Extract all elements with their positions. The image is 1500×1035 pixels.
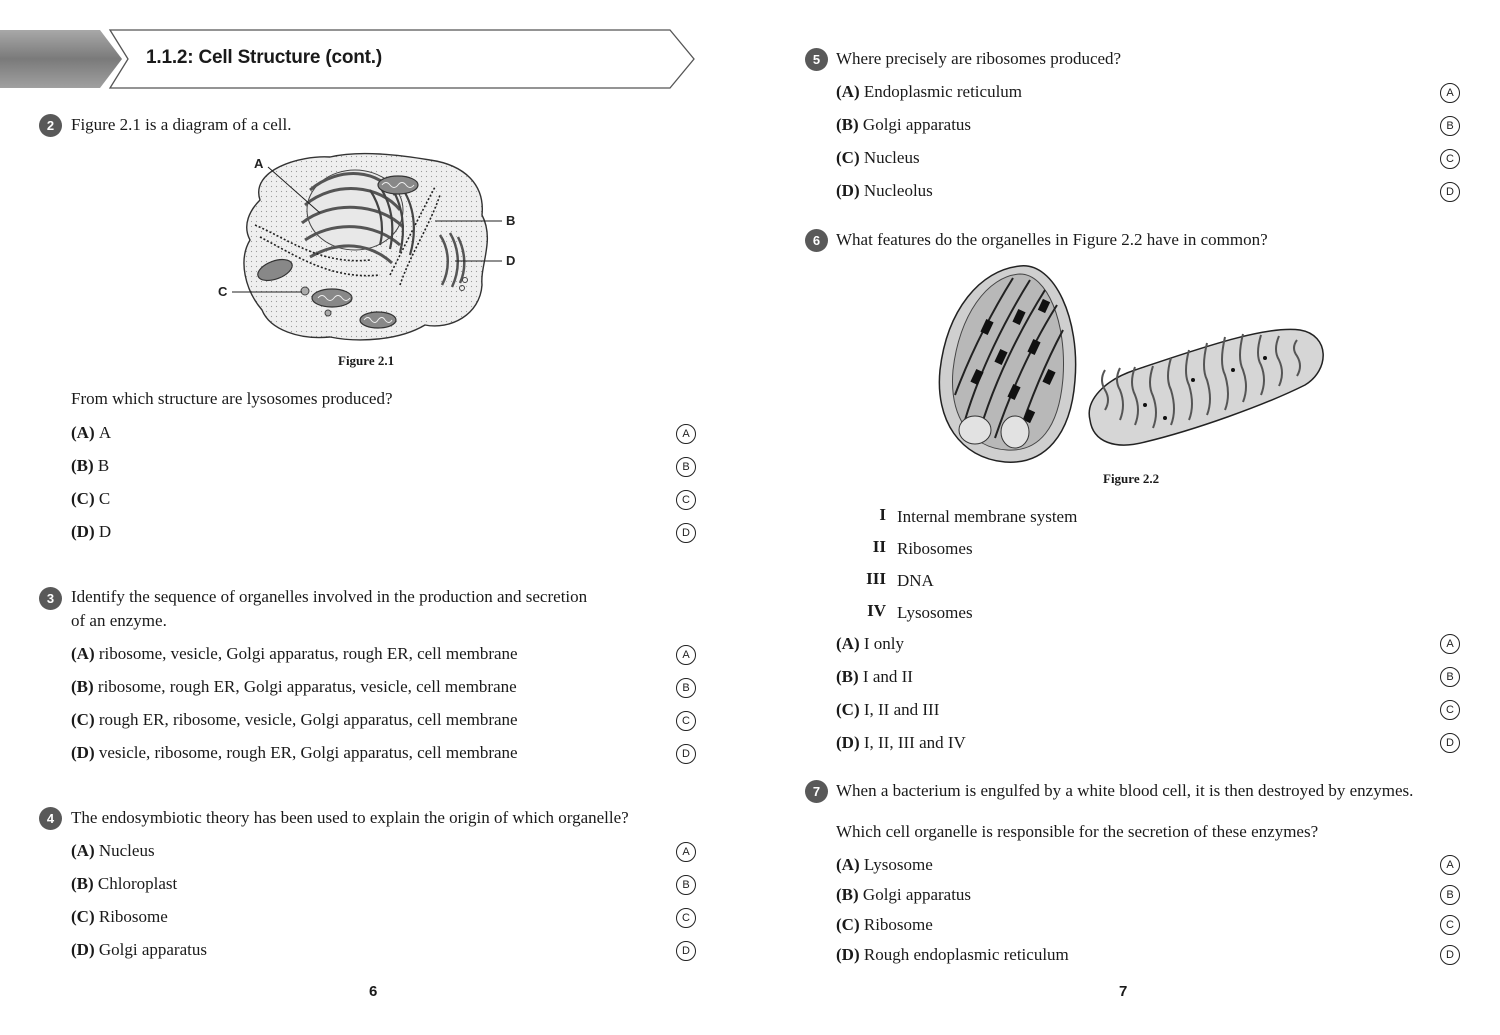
answer-option: (C) Ribosome	[836, 915, 933, 934]
statement-text: Lysosomes	[897, 603, 973, 622]
answer-bubble-d[interactable]: D	[1440, 945, 1460, 965]
answer-bubble-d[interactable]: D	[1440, 182, 1460, 202]
question-number-badge: 7	[805, 780, 828, 803]
figure-label-a: A	[254, 156, 264, 171]
answer-option: (D) Golgi apparatus	[71, 940, 207, 959]
answer-option: (A) A	[71, 423, 112, 442]
answer-bubble-b[interactable]: B	[1440, 116, 1460, 136]
statement-numeral: IV	[867, 601, 886, 620]
answer-option: (C) Nucleus	[836, 148, 920, 167]
answer-option: (C) I, II and III	[836, 700, 940, 719]
answer-option: (A) Lysosome	[836, 855, 933, 874]
answer-option: (C) C	[71, 489, 111, 508]
page-number: 7	[1119, 983, 1128, 1000]
page-number: 6	[369, 983, 378, 1000]
answer-bubble-a[interactable]: A	[676, 842, 696, 862]
mitochondrion-illustration	[1089, 329, 1323, 445]
organelles-figure	[935, 260, 1335, 470]
statement-text: Ribosomes	[897, 539, 973, 558]
answer-bubble-d[interactable]: D	[1440, 733, 1460, 753]
answer-option: (D) I, II, III and IV	[836, 733, 966, 752]
answer-bubble-c[interactable]: C	[1440, 700, 1460, 720]
question-number-badge: 2	[39, 114, 62, 137]
answer-option: (B) ribosome, rough ER, Golgi apparatus, vesicle, cell membrane	[71, 677, 517, 696]
answer-option: (B) B	[71, 456, 110, 475]
answer-bubble-b[interactable]: B	[676, 678, 696, 698]
answer-option: (B) Golgi apparatus	[836, 885, 972, 904]
question-prompt: The endosymbiotic theory has been used to explain the origin of which organelle?	[71, 808, 629, 827]
answer-bubble-a[interactable]: A	[1440, 634, 1460, 654]
cell-diagram-figure	[210, 145, 530, 355]
answer-bubble-b[interactable]: B	[1440, 885, 1460, 905]
answer-option: (B) Chloroplast	[71, 874, 178, 893]
answer-bubble-a[interactable]: A	[676, 645, 696, 665]
answer-option: (D) D	[71, 522, 112, 541]
answer-bubble-d[interactable]: D	[676, 523, 696, 543]
answer-bubble-b[interactable]: B	[676, 875, 696, 895]
statement-text: Internal membrane system	[897, 507, 1078, 526]
answer-option: (B) I and II	[836, 667, 913, 686]
question-number-badge: 6	[805, 229, 828, 252]
statement-text: DNA	[897, 571, 934, 590]
answer-option: (B) Golgi apparatus	[836, 115, 972, 134]
figure-label-c: C	[218, 284, 228, 299]
answer-option: (A) Endoplasmic reticulum	[836, 82, 1023, 101]
answer-bubble-a[interactable]: A	[676, 424, 696, 444]
question-text: From which structure are lysosomes produced?	[71, 389, 393, 408]
answer-option: (A) I only	[836, 634, 904, 653]
answer-option: (A) Nucleus	[71, 841, 155, 860]
figure-label-d: D	[506, 253, 516, 268]
question-prompt: Where precisely are ribosomes produced?	[836, 49, 1122, 68]
question-number-badge: 3	[39, 587, 62, 610]
answer-bubble-b[interactable]: B	[676, 457, 696, 477]
right-page	[750, 0, 1500, 1035]
answer-option: (C) Ribosome	[71, 907, 168, 926]
answer-option: (D) Rough endoplasmic reticulum	[836, 945, 1069, 964]
answer-bubble-d[interactable]: D	[676, 941, 696, 961]
question-prompt: Figure 2.1 is a diagram of a cell.	[71, 115, 292, 134]
answer-bubble-c[interactable]: C	[676, 490, 696, 510]
chloroplast-illustration	[939, 266, 1075, 462]
answer-bubble-c[interactable]: C	[676, 908, 696, 928]
answer-bubble-b[interactable]: B	[1440, 667, 1460, 687]
question-prompt: Identify the sequence of organelles involved in the production and secretion	[71, 587, 588, 606]
question-number-badge: 5	[805, 48, 828, 71]
figure-caption: Figure 2.1	[338, 353, 395, 368]
question-prompt: When a bacterium is engulfed by a white blood cell, it is then destroyed by enzymes.	[836, 781, 1414, 800]
question-text: Which cell organelle is responsible for the secretion of these enzymes?	[836, 822, 1319, 841]
answer-option: (D) Nucleolus	[836, 181, 933, 200]
question-prompt: What features do the organelles in Figure 2.2 have in common?	[836, 230, 1268, 249]
answer-bubble-c[interactable]: C	[1440, 149, 1460, 169]
figure-caption: Figure 2.2	[1103, 471, 1160, 486]
statement-numeral: III	[866, 569, 886, 588]
answer-option: (D) vesicle, ribosome, rough ER, Golgi apparatus, cell membrane	[71, 743, 518, 762]
figure-label-b: B	[506, 213, 516, 228]
answer-bubble-a[interactable]: A	[1440, 855, 1460, 875]
section-title: 1.1.2: Cell Structure (cont.)	[146, 47, 382, 68]
answer-bubble-c[interactable]: C	[1440, 915, 1460, 935]
answer-option: (C) rough ER, ribosome, vesicle, Golgi apparatus, cell membrane	[71, 710, 518, 729]
question-number-badge: 4	[39, 807, 62, 830]
statement-numeral: I	[879, 505, 886, 524]
answer-bubble-c[interactable]: C	[676, 711, 696, 731]
statement-numeral: II	[872, 537, 886, 556]
answer-option: (A) ribosome, vesicle, Golgi apparatus, rough ER, cell membrane	[71, 644, 518, 663]
question-prompt-continued: of an enzyme.	[71, 611, 167, 630]
answer-bubble-d[interactable]: D	[676, 744, 696, 764]
answer-bubble-a[interactable]: A	[1440, 83, 1460, 103]
